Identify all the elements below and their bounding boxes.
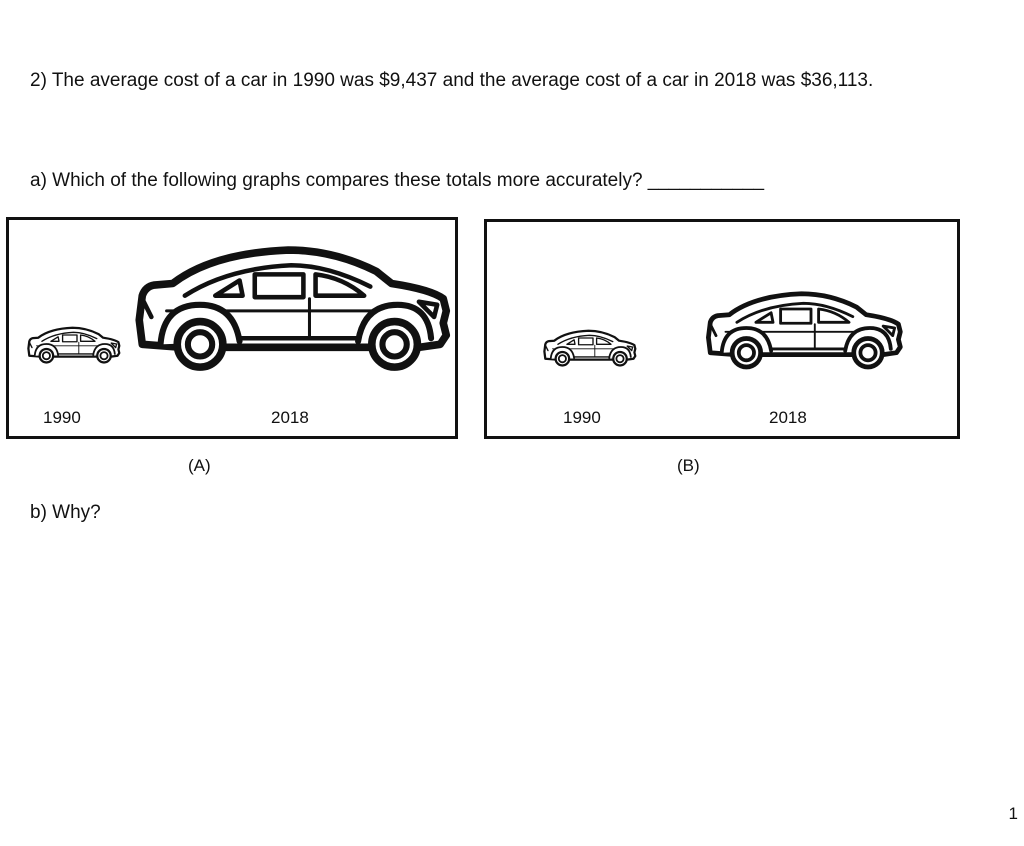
graph-a-label-2018: 2018 xyxy=(271,408,309,427)
car-icon xyxy=(708,294,900,367)
car-icon xyxy=(544,331,635,366)
graph-b-label-2018: 2018 xyxy=(769,408,807,427)
part-b-question: b) Why? xyxy=(30,502,101,523)
page-number: 1 xyxy=(1008,804,1018,823)
car-icon xyxy=(28,328,119,363)
graph-a[interactable] xyxy=(6,217,458,439)
graph-b[interactable] xyxy=(484,219,960,439)
graph-a-label-1990: 1990 xyxy=(43,408,81,427)
question-text: 2) The average cost of a car in 1990 was $9,437 and the average cost of a car in 2018 was $36,113. xyxy=(30,70,874,91)
part-a-question: a) Which of the following graphs compares these totals more accurately? ___________ xyxy=(30,170,765,191)
car-icon xyxy=(139,250,446,367)
graph-b-label-1990: 1990 xyxy=(563,408,601,427)
graph-b-caption: (B) xyxy=(677,456,700,475)
graph-a-caption: (A) xyxy=(188,456,211,475)
